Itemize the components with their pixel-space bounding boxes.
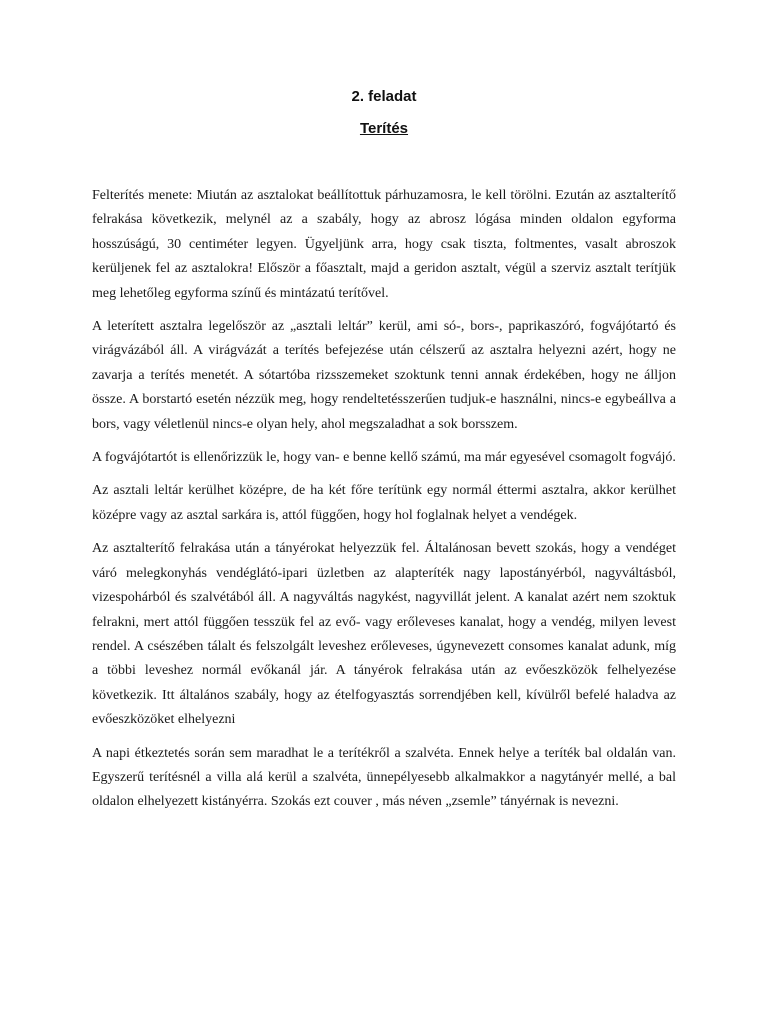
page-title: 2. feladat (351, 88, 417, 105)
paragraph: A leterített asztalra legelőször az „asztali leltár” kerül, ami só-, bors-, paprikaszóró, fogvájótartó és virágvázából áll. A virágvázát a terítés befejezése után célszerű az asztalra helyezni azért, hogy ne zavarja a terítés menetét. A sótartóba rizsszemeket szoktunk tenni annak érdekében, hogy ne álljon össze. A borstartó esetén nézzük meg, hogy rendeltetésszerűen tudjuk-e használni, nincs-e egybeállva a bors, vagy véletlenül nincs-e olyan hely, ahol megszaladhat a sok borsszem. (92, 319, 676, 432)
document-page (92, 84, 676, 824)
paragraph: A fogvájótartót is ellenőrizzük le, hogy van- e benne kellő számú, ma már egyesével csomagolt fogvájó. (92, 450, 676, 466)
paragraph: Felterítés menete: Miután az asztalokat beállítottuk párhuzamosra, le kell törölni. Ezután az asztalterítő felrakása következik, melynél az a szabály, hogy az abrosz lógása minden oldalon egyforma hosszúságú, 30 centiméter legyen. Ügyeljünk arra, hogy csak tiszta, foltmentes, vasalt abroszok kerüljenek fel az asztalokra! Először a főasztalt, majd a geridon asztalt, végül a szerviz asztalt terítjük meg lehetőleg egyforma színű és mintázatú terítővel. (92, 188, 676, 301)
paragraph: Az asztalterítő felrakása után a tányérokat helyezzük fel. Általánosan bevett szokás, hogy a vendéget váró melegkonyhás vendéglátó-ipari üzletben az alapteríték nagy lapostányérból, nagyváltásból, vizespohárból és szalvétából áll. A nagyváltás nagykést, nagyvillát jelent. A kanalat azért nem szoktuk felrakni, mert attól függően tesszük fel az evő- vagy erőleveses kanalat, hogy a vendég, milyen levest rendel. A csészében tálalt és felszolgált leveshez erőleveses, úgynevezett consomes kanalat adunk, míg a többi leveshez normál evőkanál jár. A tányérok felrakása után az evőeszközök felhelyezése következik. Itt általános szabály, hogy az ételfogyasztás sorrendjében kell, kívülről befelé haladva az evőeszközöket elhelyezni (92, 541, 676, 728)
paragraph: A napi étkeztetés során sem maradhat le a terítékről a szalvéta. Ennek helye a teríték bal oldalán van. Egyszerű terítésnél a villa alá kerül a szalvéta, ünnepélyesebb alkalmakkor a nagytányér mellé, a bal oldalon elhelyezett kistányérra. Szokás ezt couver , más néven „zsemle” tányérnak is nevezni. (92, 745, 676, 810)
paragraph: Az asztali leltár kerülhet középre, de ha két főre terítünk egy normál éttermi asztalra, akkor kerülhet középre vagy az asztal sarkára is, attól függően, hogy hol foglalnak helyet a vendégek. (92, 483, 676, 523)
page-subtitle: Terítés (359, 120, 409, 137)
document-body (92, 184, 676, 815)
